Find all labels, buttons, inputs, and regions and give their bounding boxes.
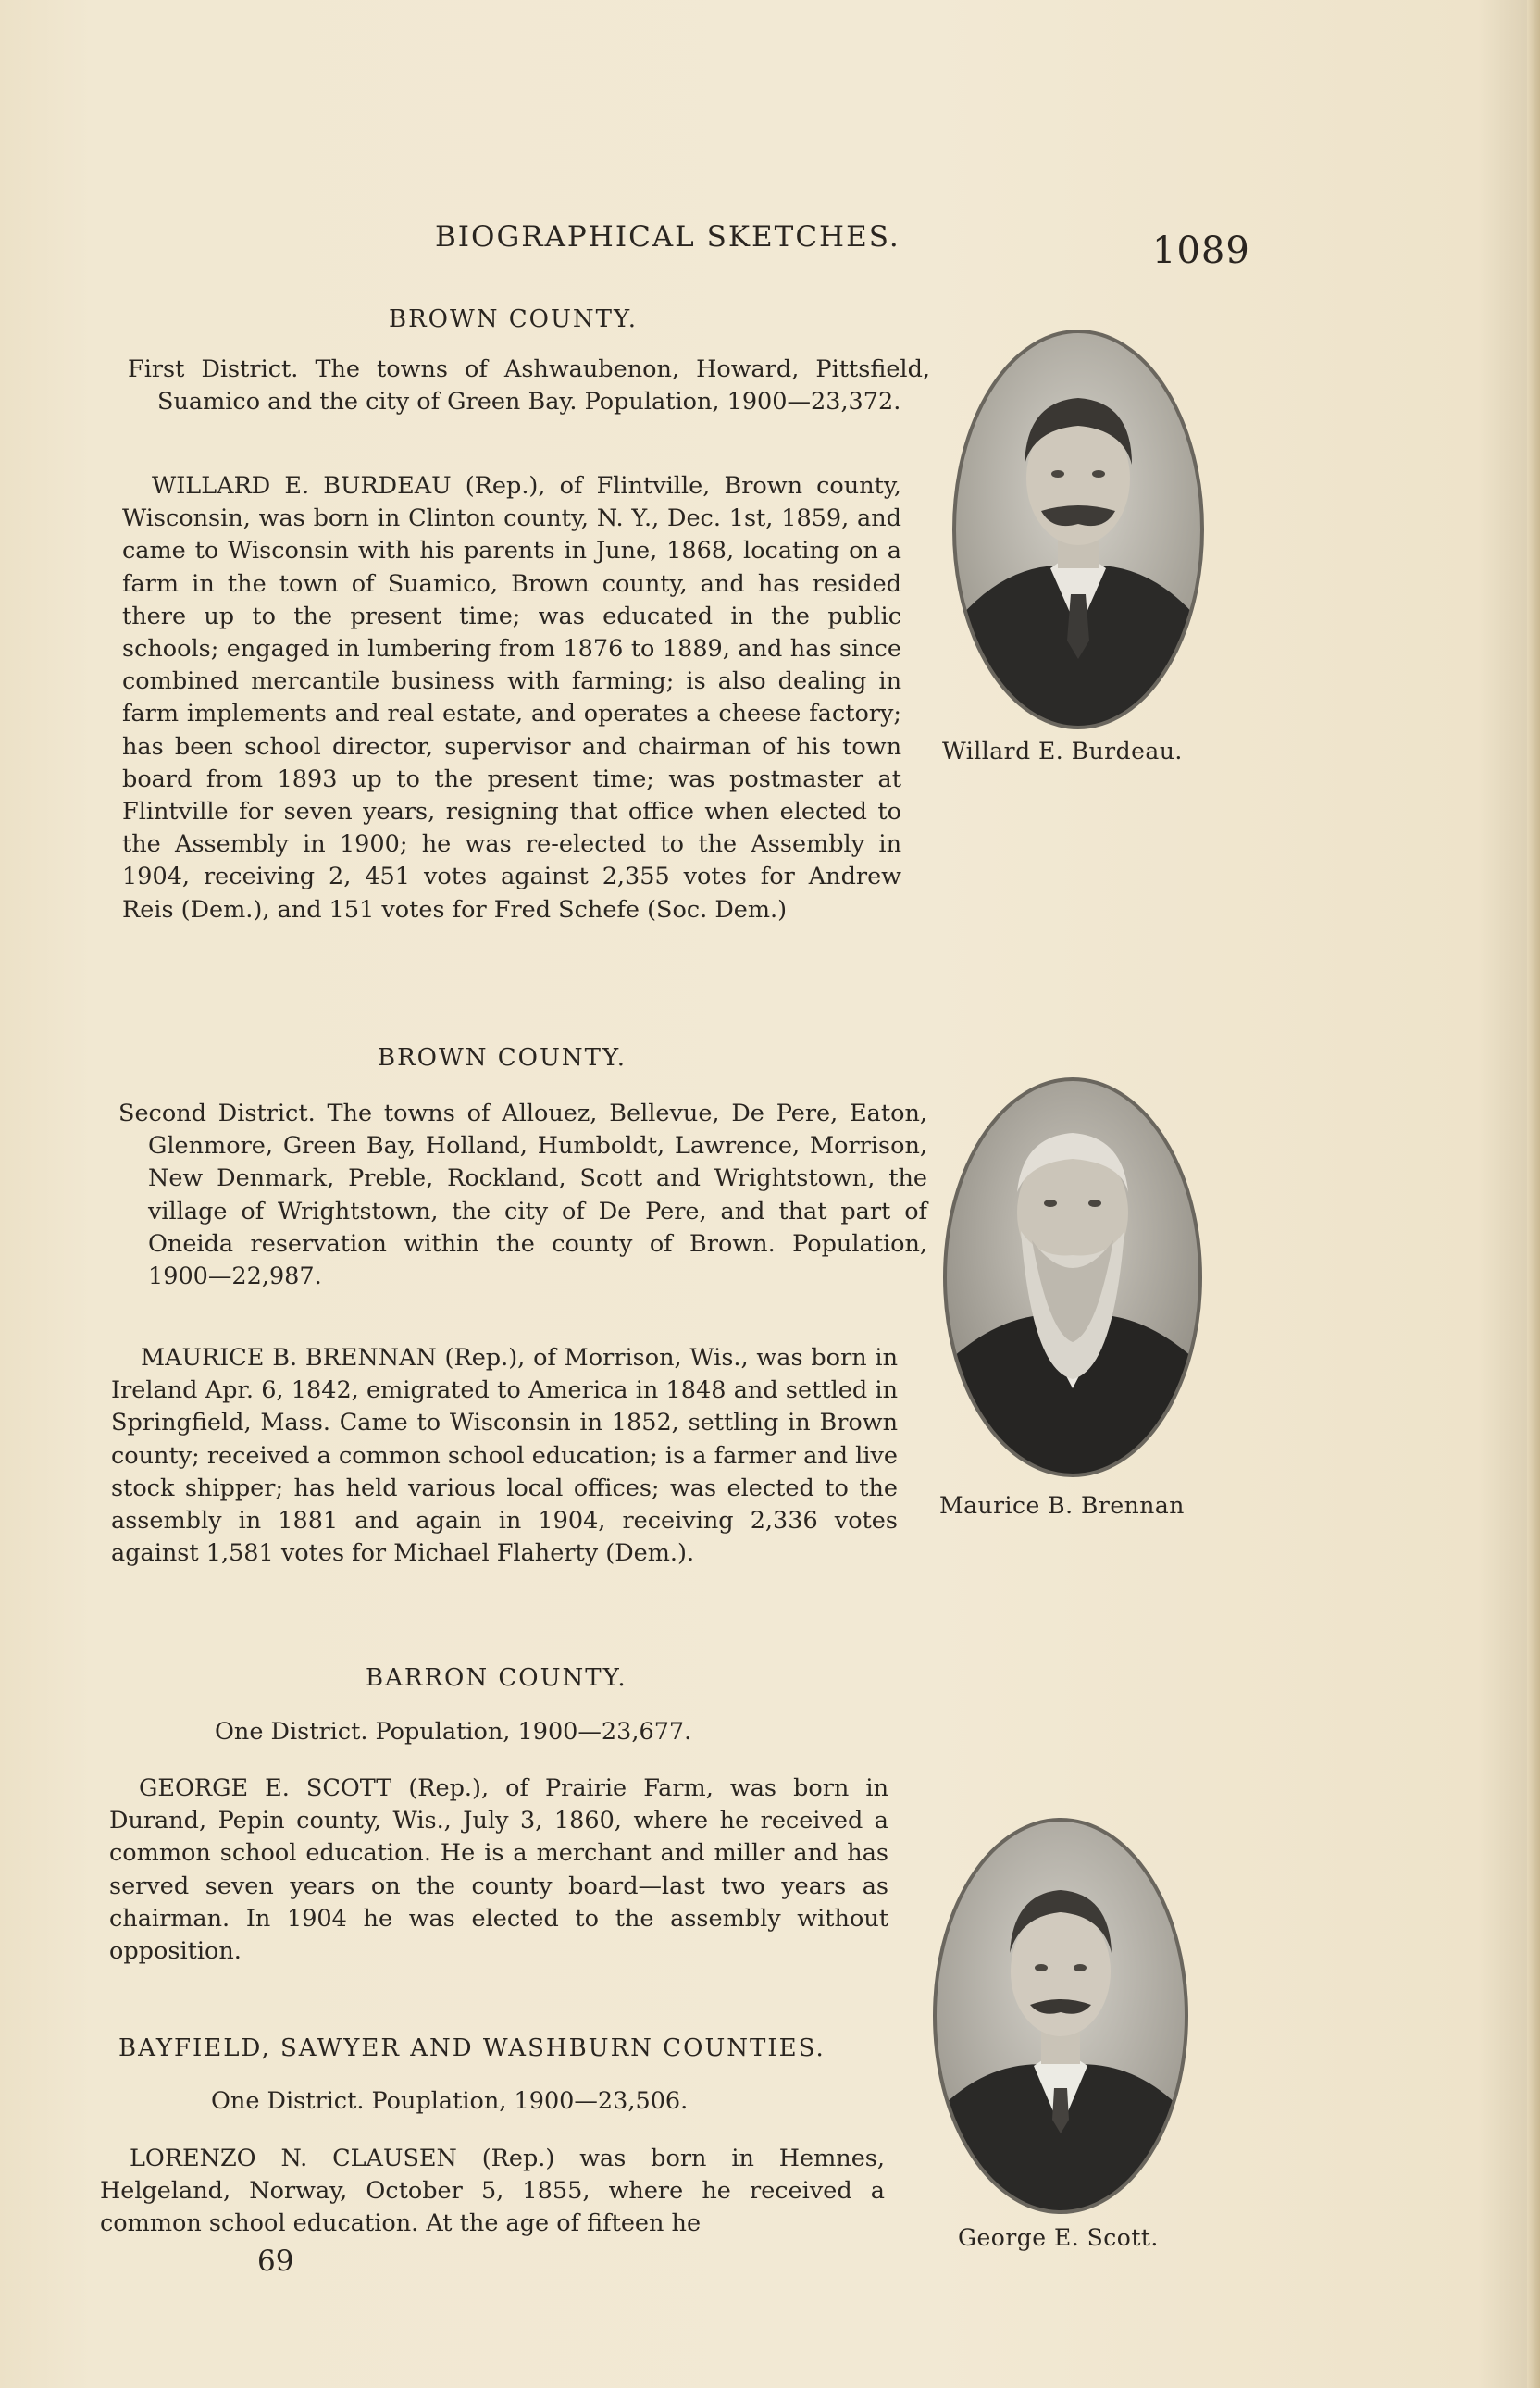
portrait-caption-maurice-brennan: Maurice B. Brennan — [939, 1492, 1185, 1519]
biography-lorenzo-clausen: LORENZO N. CLAUSEN (Rep.) was born in Hemnes, Helgeland, Norway, October 5, 1855, where he received a common school education. At the age of fifteen he — [100, 2145, 885, 2238]
district-description-2: Second District. The towns of Allouez, Bellevue, De Pere, Eaton, Glenmore, Green Bay, Holland, Humboldt, Lawrence, Morrison, New Denmark, Preble, Rockland, Scott and Wrightstown, the village of Wrightstown, the city of De Pere, and that part of Oneida reservation within the county of Brown. Population, 1900—22,987. — [118, 1100, 927, 1291]
signature-mark: 69 — [257, 2245, 294, 2278]
district-description-1: First District. The towns of Ashwaubenon, Howard, Pittsfield, Suamico and the city of Green Bay. Population, 1900—23,372. — [128, 355, 930, 417]
portrait-george-scott — [930, 1814, 1191, 2218]
portrait-willard-burdeau — [949, 326, 1208, 733]
biography-willard-burdeau: WILLARD E. BURDEAU (Rep.), of Flintville, Brown county, Wisconsin, was born in Clinton county, N. Y., Dec. 1st, 1859, and came to Wisconsin with his parents in June, 1868, locating on a farm in the town of Suamico, Brown county, and has resided there up to the present time; was educated in the public schools; engaged in lumbering from 1876 to 1889, and has since combined mercantile business with farming; is also dealing in farm implements and real estate, and operates a cheese factory; has been school director, supervisor and chairman of his town board from 1893 up to the present time; was postmaster at Flintville for seven years, resigning that office when elected to the Assembly in 1900; he was re-elected to the Assembly in 1904, receiving 2, 451 votes against 2,355 votes for Andrew Reis (Dem.), and 151 votes for Fred Schefe (Soc. Dem.) — [122, 472, 901, 924]
portrait-caption-willard-burdeau: Willard E. Burdeau. — [942, 738, 1183, 765]
portrait-caption-george-scott: George E. Scott. — [958, 2224, 1159, 2251]
section-heading-brown-county-2: BROWN COUNTY. — [378, 1044, 627, 1072]
district-description-4: One District. Pouplation, 1900—23,506. — [211, 2087, 689, 2115]
portrait-maurice-brennan — [939, 1074, 1206, 1481]
running-head: BIOGRAPHICAL SKETCHES. — [435, 220, 900, 254]
section-heading-barron-county: BARRON COUNTY. — [366, 1664, 627, 1692]
section-heading-brown-county-1: BROWN COUNTY. — [389, 305, 639, 333]
page-edge-shadow — [1527, 0, 1540, 2388]
district-description-3: One District. Population, 1900—23,677. — [215, 1718, 692, 1746]
page-number: 1089 — [1152, 230, 1250, 272]
section-heading-bayfield-sawyer-washburn: BAYFIELD, SAWYER AND WASHBURN COUNTIES. — [118, 2034, 826, 2062]
biography-george-scott: GEORGE E. SCOTT (Rep.), of Prairie Farm, was born in Durand, Pepin county, Wis., July 3, 1860, where he received a common school education. He is a merchant and miller and has served seven years on the county board—last two years as chairman. In 1904 he was elected to the assembly without opposition. — [109, 1774, 888, 1966]
biography-maurice-brennan: MAURICE B. BRENNAN (Rep.), of Morrison, Wis., was born in Ireland Apr. 6, 1842, emigrated to America in 1848 and settled in Springfield, Mass. Came to Wisconsin in 1852, settling in Brown county; received a common school education; is a farmer and live stock shipper; has held various local offices; was elected to the assembly in 1881 and again in 1904, receiving 2,336 votes against 1,581 votes for Michael Flaherty (Dem.). — [111, 1344, 898, 1568]
